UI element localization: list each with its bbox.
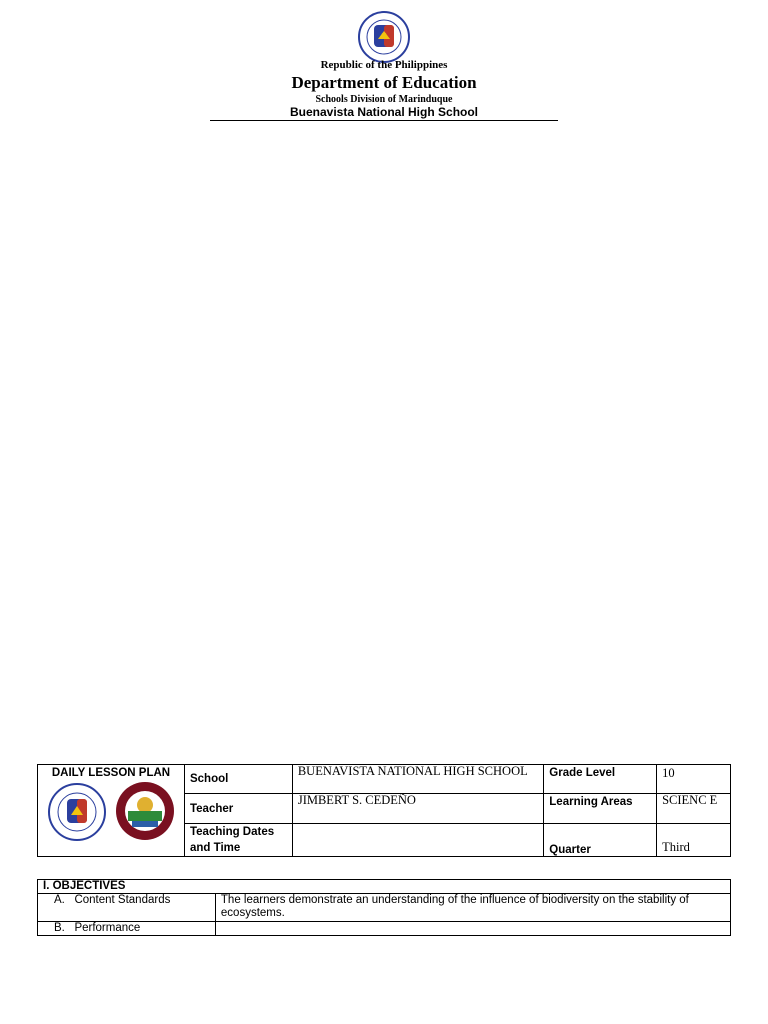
teaching-dates-label: Teaching Dates and Time — [184, 824, 292, 857]
daily-lesson-plan-table — [37, 764, 731, 857]
performance-label: B. Performance — [38, 922, 216, 936]
school-label: School — [184, 765, 292, 794]
quarter-label: Quarter — [544, 824, 657, 857]
division-text: Schools Division of Marinduque — [315, 94, 453, 105]
dlp-title: DAILY LESSON PLAN — [51, 767, 171, 779]
school-value: BUENAVISTA NATIONAL HIGH SCHOOL — [292, 765, 543, 794]
deped-seal-logo — [49, 784, 105, 840]
performance-value — [215, 922, 730, 936]
teacher-label: Teacher — [184, 794, 292, 824]
grade-level-label: Grade Level — [544, 765, 657, 794]
dlp-title-cell — [38, 765, 185, 857]
objectives-table — [37, 879, 731, 936]
republic-text: Republic of the Philippines — [320, 59, 448, 71]
quarter-value: Third — [657, 824, 731, 857]
content-standards-value: The learners demonstrate an understanding of the influence of biodiversity on the stability of ecosystems. — [215, 894, 730, 922]
school-name-header: Buenavista National High School — [289, 105, 479, 119]
teaching-dates-value — [292, 824, 543, 857]
grade-level-value: 10 — [657, 765, 731, 794]
header-divider — [210, 120, 558, 121]
content-standards-label: A. Content Standards — [38, 894, 216, 922]
department-title: Department of Education — [291, 73, 477, 92]
objectives-heading: I. OBJECTIVES — [38, 880, 731, 894]
school-logos — [42, 779, 180, 841]
teacher-value: JIMBERT S. CEDEÑO — [292, 794, 543, 824]
buenavista-nhs-seal-logo — [116, 782, 174, 840]
learning-areas-label: Learning Areas — [544, 794, 657, 824]
learning-areas-value: SCIENC E — [657, 794, 731, 824]
deped-seal-logo — [352, 11, 416, 63]
